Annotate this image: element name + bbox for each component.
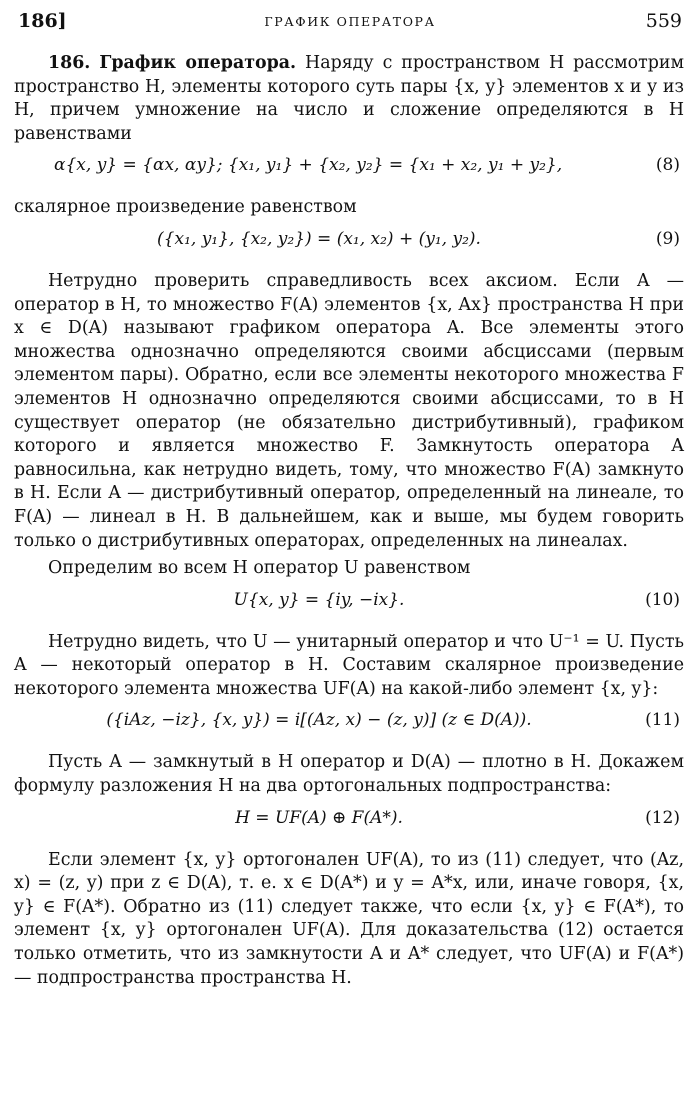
paragraph-graph-definition: Нетрудно проверить справедливость всех аксиом. Если A — оператор в H, то множество F(A) элементов {x, Ax} пространства H при x ∈ D(A) называют графиком оператора A. Все элементы этого множества однозначно определяются своими абсциссами (первым элементом пары). Обратно, если все элементы некоторого множества F элементов H однозначно определяются своими абсциссами, то в H существует оператор (не обязательно дистрибутивный), графиком которого и является множество F. Замкнутость оператора A равносильна, как нетрудно видеть, тому, что множество F(A) замкнуто в H. Если A — дистрибутивный оператор, определенный на линеале, то F(A) — линеал в H. В дальнейшем, как и выше, мы будем говорить только о дистрибутивных операторах, определенных на линеалах. [14, 270, 684, 551]
section-title: График оператора. [99, 53, 297, 73]
scalar-product-line [14, 196, 684, 220]
running-header [18, 10, 682, 38]
formula-8-number: (8) [655, 155, 680, 176]
formula-10 [14, 589, 684, 625]
page-number: 559 [645, 10, 682, 32]
section-intro-text: Наряду с пространством H рассмотрим пространство H, элементы которого суть пары {x, y} элементов x и y из H, причем умножение на число и сложение определяются в H равенствами [14, 53, 685, 144]
formula-9-body: ({x₁, y₁}, {x₂, y₂}) = (x₁, x₂) + (y₁, y₂). [157, 228, 481, 249]
section-number: 186. [48, 53, 91, 73]
formula-9 [14, 228, 684, 264]
running-title: ГРАФИК ОПЕРАТОРА [264, 14, 436, 29]
formula-10-body: U{x, y} = {iy, −ix}. [233, 589, 405, 610]
paragraph-decomposition: Пусть A — замкнутый в H оператор и D(A) — плотно в H. Докажем формулу разложения H на два ортогональных подпространства: [14, 752, 684, 797]
formula-9-number: (9) [655, 228, 680, 249]
formula-8-body: α{x, y} = {αx, αy}; {x₁, y₁} + {x₂, y₂} = {x₁ + x₂, y₁ + y₂}, [54, 155, 563, 176]
paragraph-operator-u: Определим во всем H оператор U равенством [48, 558, 471, 579]
section-intro-paragraph [14, 52, 684, 146]
formula-11-body: ({iAz, −iz}, {x, y}) = i[(Az, x) − (z, y)] (z ∈ D(A)). [106, 710, 532, 731]
formula-12 [14, 807, 684, 843]
formula-11 [14, 709, 684, 745]
section-marker: 186] [18, 10, 67, 32]
formula-8 [14, 154, 684, 190]
formula-12-body: H = UF(A) ⊕ F(A*). [235, 807, 403, 828]
formula-12-number: (12) [645, 807, 680, 828]
scalar-product-text: скалярное произведение равенством [14, 197, 357, 218]
paragraph-unitary: Нетрудно видеть, что U — унитарный оператор и что U⁻¹ = U. Пусть A — некоторый оператор в H. Составим скалярное произведение некоторого элемента множества UF(A) на какой-либо элемент {x, y}: [14, 631, 684, 699]
formula-11-number: (11) [645, 710, 680, 731]
page-body [14, 52, 684, 990]
paragraph-proof: Если элемент {x, y} ортогонален UF(A), то из (11) следует, что (Az, x) = (z, y) при z ∈ D(A), т. е. x ∈ D(A*) и y = A*x, или, иначе говоря, {x, y} ∈ F(A*). Обратно из (11) следует также, что если {x, y} ∈ F(A*), то элемент {x, y} ортогонален UF(A). Для доказательства (12) остается только отметить, что из замкнутости A и A* следует, что UF(A) и F(A*) — подпространства пространства H. [14, 849, 684, 988]
formula-10-number: (10) [645, 589, 680, 610]
